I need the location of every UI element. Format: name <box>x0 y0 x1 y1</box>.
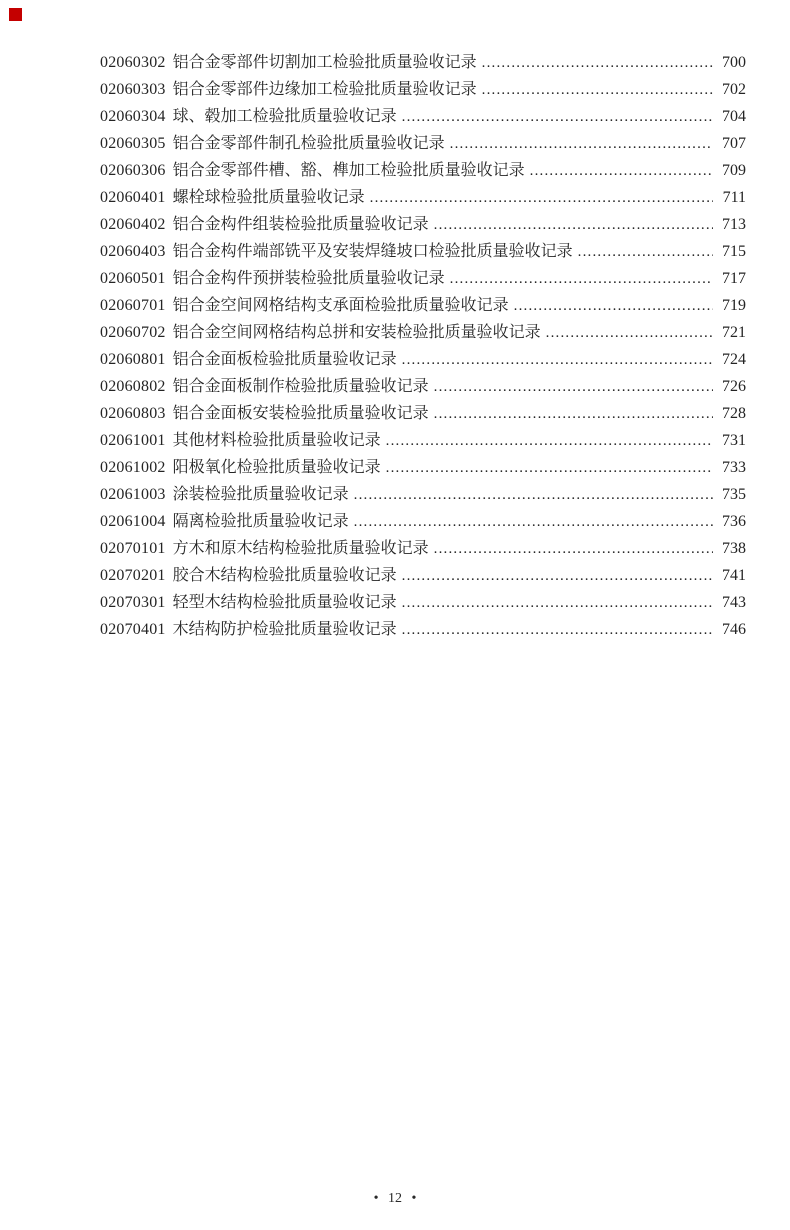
toc-dot-leader <box>546 325 713 342</box>
toc-entry-page: 736 <box>722 513 746 530</box>
toc-entry <box>100 292 746 319</box>
toc-dot-leader <box>370 190 713 207</box>
toc-dot-leader <box>530 163 713 180</box>
toc-entry-title: 其他材料检验批质量验收记录 <box>172 432 381 449</box>
toc-entry-title: 铝合金零部件制孔检验批质量验收记录 <box>172 135 445 152</box>
toc-entry <box>100 562 746 589</box>
toc-entry <box>100 616 746 643</box>
toc-entry-title: 铝合金零部件槽、豁、榫加工检验批质量验收记录 <box>172 162 525 179</box>
toc-entry-title: 铝合金构件端部铣平及安装焊缝坡口检验批质量验收记录 <box>172 243 573 260</box>
toc-entry <box>100 427 746 454</box>
toc-dot-leader <box>402 352 713 369</box>
toc-entry-code: 02060402 <box>100 216 166 233</box>
toc-entry-page: 721 <box>722 324 746 341</box>
toc-entry-title: 螺栓球检验批质量验收记录 <box>172 189 365 206</box>
toc-entry <box>100 238 746 265</box>
toc-entry-title: 轻型木结构检验批质量验收记录 <box>172 594 397 611</box>
toc-entry-title: 方木和原木结构检验批质量验收记录 <box>172 540 429 557</box>
toc-entry-code: 02060501 <box>100 270 166 287</box>
toc-dot-leader <box>402 109 713 126</box>
toc-entry-title: 胶合木结构检验批质量验收记录 <box>172 567 397 584</box>
toc-entry <box>100 76 746 103</box>
toc-entry-page: 709 <box>722 162 746 179</box>
toc-entry-code: 02061004 <box>100 513 166 530</box>
toc-entry-title: 铝合金零部件切割加工检验批质量验收记录 <box>172 54 477 71</box>
toc-entry <box>100 211 746 238</box>
toc-entry-page: 719 <box>722 297 746 314</box>
toc-entry-page: 707 <box>722 135 746 152</box>
toc-entry-page: 724 <box>722 351 746 368</box>
toc-entry-page: 743 <box>722 594 746 611</box>
toc-dot-leader <box>402 568 713 585</box>
toc-entry <box>100 103 746 130</box>
toc-entry-title: 球、毂加工检验批质量验收记录 <box>172 108 397 125</box>
toc-entry-page: 731 <box>722 432 746 449</box>
toc-entry-page: 728 <box>722 405 746 422</box>
toc-entry-code: 02060702 <box>100 324 166 341</box>
toc-entry-code: 02061002 <box>100 459 166 476</box>
toc-entry-title: 涂装检验批质量验收记录 <box>172 486 349 503</box>
toc-entry-code: 02070101 <box>100 540 166 557</box>
toc-entry <box>100 535 746 562</box>
toc-dot-leader <box>578 244 713 261</box>
toc-entry-page: 733 <box>722 459 746 476</box>
toc-entry-page: 746 <box>722 621 746 638</box>
toc-entry-title: 铝合金面板安装检验批质量验收记录 <box>172 405 429 422</box>
toc-entry-page: 702 <box>722 81 746 98</box>
toc-entry-page: 700 <box>722 54 746 71</box>
toc-entry-title: 铝合金零部件边缘加工检验批质量验收记录 <box>172 81 477 98</box>
toc-dot-leader <box>386 460 713 477</box>
toc-entry <box>100 508 746 535</box>
toc-entry-code: 02060303 <box>100 81 166 98</box>
toc-entry-code: 02070201 <box>100 567 166 584</box>
toc-entry-page: 741 <box>722 567 746 584</box>
toc-entry-title: 木结构防护检验批质量验收记录 <box>172 621 397 638</box>
red-marker <box>9 8 22 21</box>
toc-dot-leader <box>402 595 713 612</box>
toc-entry-page: 726 <box>722 378 746 395</box>
toc-entry <box>100 157 746 184</box>
toc-entry <box>100 454 746 481</box>
toc-entry-page: 717 <box>722 270 746 287</box>
page-number-footer: • 12 • <box>373 1191 417 1206</box>
toc-dot-leader <box>434 541 713 558</box>
toc-entry-title: 铝合金面板检验批质量验收记录 <box>172 351 397 368</box>
toc-dot-leader <box>386 433 713 450</box>
toc-entry-title: 隔离检验批质量验收记录 <box>172 513 349 530</box>
toc-entry-page: 711 <box>722 189 746 206</box>
toc-entry-title: 铝合金构件预拼装检验批质量验收记录 <box>172 270 445 287</box>
toc-entry-code: 02060803 <box>100 405 166 422</box>
toc-entry <box>100 589 746 616</box>
toc-entry <box>100 481 746 508</box>
toc-entry-code: 02060306 <box>100 162 166 179</box>
toc-entry-code: 02060802 <box>100 378 166 395</box>
toc-entry-page: 735 <box>722 486 746 503</box>
toc-dot-leader <box>482 55 713 72</box>
toc-dot-leader <box>450 136 713 153</box>
toc-entry-code: 02060305 <box>100 135 166 152</box>
toc-entry-code: 02060701 <box>100 297 166 314</box>
toc-entry-page: 715 <box>722 243 746 260</box>
toc-entry-title: 铝合金空间网格结构总拼和安装检验批质量验收记录 <box>172 324 541 341</box>
toc-dot-leader <box>482 82 713 99</box>
toc-dot-leader <box>434 379 713 396</box>
toc-entry-code: 02061001 <box>100 432 166 449</box>
toc-entry-title: 铝合金面板制作检验批质量验收记录 <box>172 378 429 395</box>
toc-dot-leader <box>354 487 713 504</box>
toc-entry-code: 02060304 <box>100 108 166 125</box>
toc-dot-leader <box>434 217 713 234</box>
toc-entry <box>100 319 746 346</box>
toc-dot-leader <box>402 622 713 639</box>
toc-entry-page: 713 <box>722 216 746 233</box>
toc-list <box>100 49 746 643</box>
toc-entry-title: 铝合金构件组装检验批质量验收记录 <box>172 216 429 233</box>
toc-entry <box>100 373 746 400</box>
toc-dot-leader <box>434 406 713 423</box>
toc-entry <box>100 130 746 157</box>
toc-entry-code: 02070301 <box>100 594 166 611</box>
toc-dot-leader <box>354 514 713 531</box>
toc-entry-code: 02060801 <box>100 351 166 368</box>
toc-entry-title: 铝合金空间网格结构支承面检验批质量验收记录 <box>172 297 509 314</box>
toc-entry-code: 02060302 <box>100 54 166 71</box>
toc-entry-page: 704 <box>722 108 746 125</box>
toc-entry-page: 738 <box>722 540 746 557</box>
toc-dot-leader <box>514 298 713 315</box>
toc-dot-leader <box>450 271 713 288</box>
toc-entry-code: 02070401 <box>100 621 166 638</box>
toc-entry-code: 02061003 <box>100 486 166 503</box>
toc-entry <box>100 265 746 292</box>
toc-entry <box>100 346 746 373</box>
toc-entry-code: 02060403 <box>100 243 166 260</box>
toc-entry-code: 02060401 <box>100 189 166 206</box>
toc-entry <box>100 184 746 211</box>
toc-entry <box>100 49 746 76</box>
toc-entry-title: 阳极氧化检验批质量验收记录 <box>172 459 381 476</box>
toc-entry <box>100 400 746 427</box>
